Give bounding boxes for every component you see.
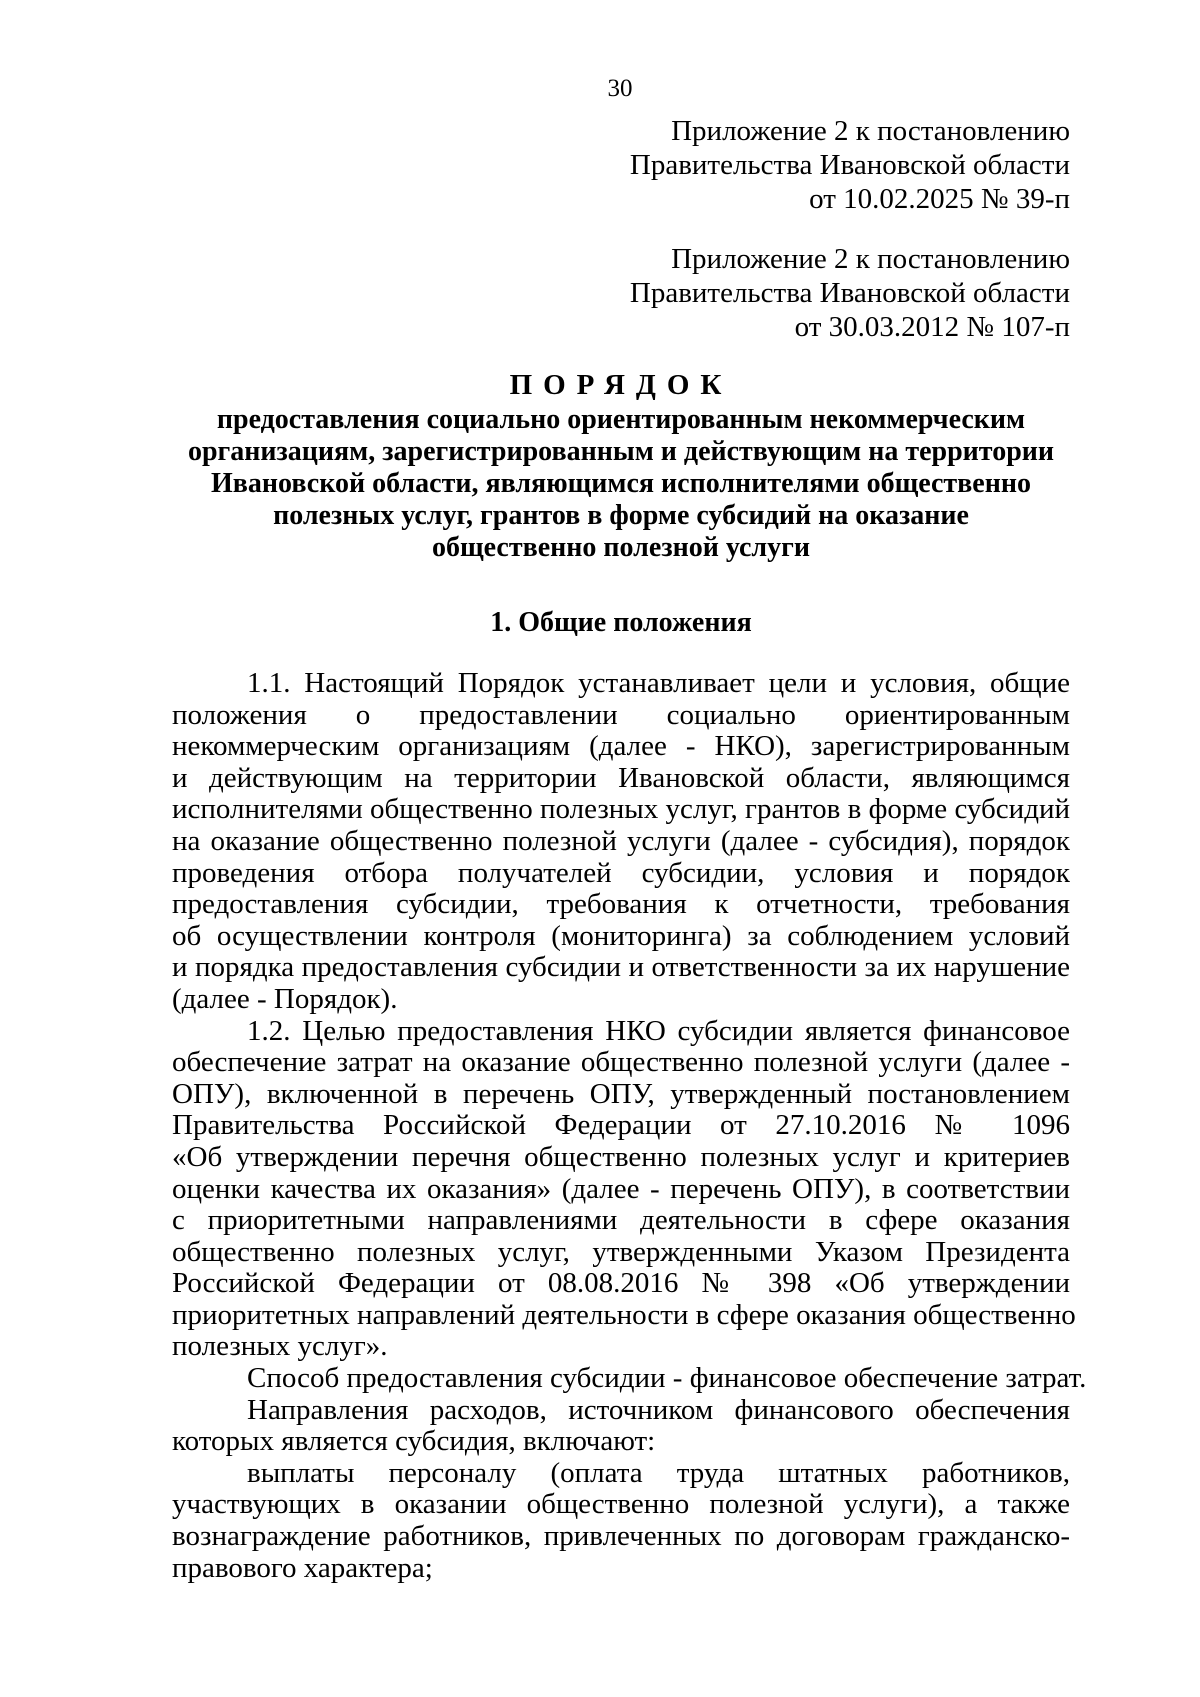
paragraph-line: Российской Федерации от 08.08.2016 № 398 «Об утверждении — [172, 1267, 1070, 1300]
paragraph-line: 1.1. Настоящий Порядок устанавливает цели и условия, общие — [247, 667, 1070, 699]
paragraph-line: с приоритетными направлениями деятельности в сфере оказания — [172, 1204, 1070, 1237]
paragraph-line: вознаграждение работников, привлеченных по договорам гражданско- — [172, 1520, 1070, 1553]
paragraph-line: некоммерческим организациям (далее - НКО), зарегистрированным — [172, 730, 1070, 763]
paragraph-line: и порядка предоставления субсидии и ответственности за их нарушение — [172, 951, 1070, 984]
paragraph-line: Правительства Российской Федерации от 27.10.2016 № 1096 — [172, 1109, 1070, 1142]
paragraph-line: которых является субсидия, включают: — [172, 1425, 656, 1458]
paragraph-line: на оказание общественно полезной услуги (далее - субсидия), порядок — [172, 824, 1070, 857]
paragraph-line: оценки качества их оказания» (далее - перечень ОПУ), в соответствии — [172, 1172, 1070, 1205]
title-main: ПОРЯДОК — [509, 369, 733, 401]
section-body — [172, 667, 1087, 1584]
paragraph-line: выплаты персоналу (оплата труда штатных работников, — [247, 1456, 1070, 1489]
annex-current-line: Приложение 2 к постановлению — [671, 115, 1070, 147]
paragraph-line: (далее - Порядок). — [172, 982, 398, 1015]
paragraph-line: обеспечение затрат на оказание общественно полезной услуги (далее - — [172, 1046, 1070, 1079]
title-subtitle-line: предоставления социально ориентированным некоммерческим — [216, 404, 1026, 435]
annex-current-header — [630, 114, 1070, 216]
title-subtitle-line: полезных услуг, грантов в форме субсидий на оказание — [273, 500, 969, 531]
page-number: 30 — [607, 75, 633, 102]
annex-original-line: Приложение 2 к постановлению — [671, 243, 1070, 275]
annex-original-line: Правительства Ивановской области — [629, 277, 1070, 309]
paragraph-line: ОПУ), включенной в перечень ОПУ, утвержденный постановлением — [172, 1077, 1070, 1110]
paragraph-line: исполнителями общественно полезных услуг, грантов в форме субсидий — [172, 793, 1070, 826]
title-subtitle-line: общественно полезной услуги — [432, 532, 810, 563]
document-title — [172, 368, 1070, 564]
paragraph-line: и действующим на территории Ивановской области, являющимся — [172, 761, 1070, 794]
title-subtitle-line: Ивановской области, являющимся исполнителями общественно — [211, 468, 1031, 499]
title-subtitle-line: организациям, зарегистрированным и действующим на территории — [187, 436, 1055, 467]
annex-original-header — [630, 242, 1070, 344]
paragraph-line: об осуществлении контроля (мониторинга) за соблюдением условий — [172, 919, 1070, 952]
paragraph-line: участвующих в оказании общественно полезной услуги), а также — [172, 1488, 1070, 1521]
section-heading: 1. Общие положения — [490, 607, 752, 638]
title-subtitle — [172, 404, 1070, 564]
paragraph-line: 1.2. Целью предоставления НКО субсидии является финансовое — [247, 1014, 1070, 1047]
paragraph-line: общественно полезных услуг, утвержденными Указом Президента — [172, 1235, 1070, 1268]
paragraph-line: Направления расходов, источником финансового обеспечения — [247, 1393, 1070, 1426]
paragraph-line: Способ предоставления субсидии - финансовое обеспечение затрат. — [247, 1362, 1087, 1395]
paragraph-line: положения о предоставлении социально ориентированным — [172, 698, 1070, 731]
annex-original-line: от 30.03.2012 № 107-п — [794, 311, 1070, 343]
annex-current-line: Правительства Ивановской области — [629, 149, 1070, 181]
paragraph-line: проведения отбора получателей субсидии, условия и порядок — [172, 856, 1070, 889]
paragraph-line: «Об утверждении перечня общественно полезных услуг и критериев — [172, 1140, 1070, 1173]
paragraph-line: правового характера; — [172, 1551, 433, 1584]
annex-current-line: от 10.02.2025 № 39-п — [809, 183, 1070, 215]
paragraph-line: полезных услуг». — [172, 1330, 388, 1363]
paragraph-line: предоставления субсидии, требования к отчетности, требования — [172, 888, 1070, 921]
paragraph-line: приоритетных направлений деятельности в сфере оказания общественно — [172, 1298, 1076, 1331]
